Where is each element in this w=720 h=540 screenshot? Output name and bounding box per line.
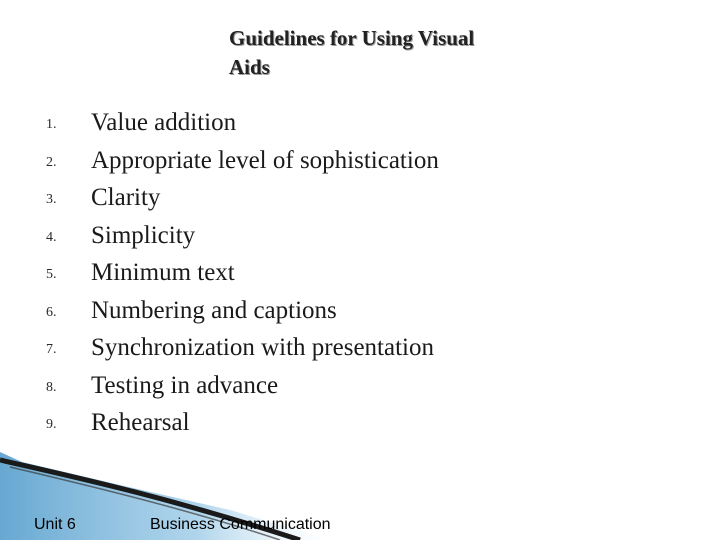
list-item-number: 6. <box>46 304 57 320</box>
slide-title <box>229 24 559 82</box>
list-item <box>0 330 720 368</box>
list-item <box>0 368 720 406</box>
footer-course: Business Communication <box>150 516 331 533</box>
guidelines-list <box>0 105 720 443</box>
list-item-number: 2. <box>46 154 57 170</box>
list-item <box>0 105 720 143</box>
list-item-text: Synchronization with presentation <box>91 334 434 361</box>
list-item-text: Clarity <box>91 184 161 211</box>
list-item-number: 5. <box>46 267 57 282</box>
list-item-text: Appropriate level of sophistication <box>91 146 439 174</box>
list-item-text: Testing in advance <box>91 371 279 399</box>
list-item-text: Rehearsal <box>91 409 190 436</box>
list-item-text: Value addition <box>91 109 237 136</box>
list-item <box>0 255 720 293</box>
list-item-text: Minimum text <box>91 259 235 286</box>
list-item <box>0 180 720 218</box>
footer-unit: Unit 6 <box>34 516 76 533</box>
list-item-text: Simplicity <box>91 221 196 249</box>
list-item-number: 1. <box>46 117 57 132</box>
slide-title-line-2: Aids <box>229 55 270 79</box>
list-item-number: 3. <box>46 192 57 207</box>
list-item-number: 8. <box>46 379 57 395</box>
list-item <box>0 218 720 256</box>
list-item-text: Numbering and captions <box>91 296 337 324</box>
list-item <box>0 293 720 331</box>
list-item-number: 7. <box>46 342 57 357</box>
slide-title-line-1: Guidelines for Using Visual <box>229 26 475 50</box>
list-item-number: 9. <box>46 417 57 432</box>
list-item-number: 4. <box>46 229 57 245</box>
decorative-swoosh <box>0 440 720 540</box>
list-item <box>0 143 720 181</box>
list-item <box>0 405 720 443</box>
